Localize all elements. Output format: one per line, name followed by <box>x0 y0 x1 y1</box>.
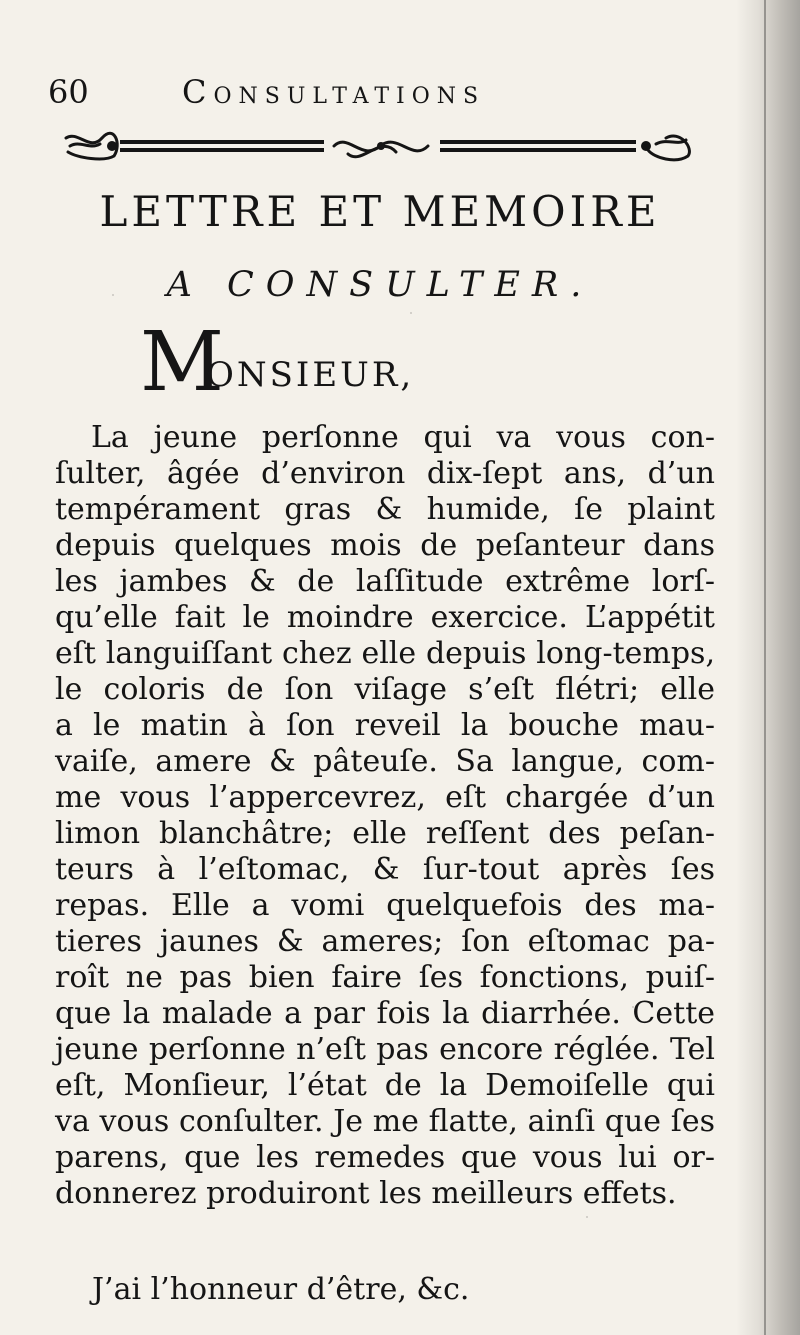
paragraph-line: que la malade a par fois la diarrhée. Cette <box>55 996 715 1031</box>
paper-speck <box>112 294 114 296</box>
paragraph-line: qu’elle fait le moindre exercice. L’appétit <box>55 600 715 635</box>
letter-paragraph <box>55 420 715 1212</box>
paragraph-line: repas. Elle a vomi quelquefois des ma- <box>55 888 715 923</box>
paragraph-line: tieres jaunes & ameres; ſon eſtomac pa- <box>55 924 715 959</box>
paragraph-line: limon blanchâtre; elle reſſent des peſan- <box>55 816 715 851</box>
salutation-drop-cap: M <box>140 315 224 410</box>
paragraph-line: vaiſe, amere & pâteuſe. Sa langue, com- <box>55 744 715 779</box>
paragraph-line: donnerez produiront les meilleurs effets. <box>55 1176 677 1211</box>
paragraph-line: jeune perſonne n’eſt pas encore réglée. Tel <box>55 1032 715 1067</box>
paper-speck <box>586 1216 588 1218</box>
page-number: 60 <box>48 73 89 111</box>
paragraph-line: les jambes & de laſſitude extrême lorſ- <box>55 564 715 599</box>
paragraph-line: me vous l’appercevrez, eſt chargée d’un <box>55 780 715 815</box>
paper-speck <box>410 312 412 314</box>
paragraph-line: eſt languiſſant chez elle depuis long-temps, <box>55 636 715 671</box>
book-spine-shadow <box>736 0 800 1335</box>
paragraph-line: va vous conſulter. Je me flatte, ainſi que ſes <box>55 1104 715 1139</box>
salutation <box>140 315 700 410</box>
paragraph-line: roît ne pas bien faire ſes fonctions, puiſ- <box>55 960 715 995</box>
letter-closing: J’ai l’honneur d’être, &c. <box>92 1272 470 1307</box>
paragraph-line: le coloris de ſon viſage s’eſt flétri; elle <box>55 672 715 707</box>
letter-heading: LETTRE ET MEMOIRE <box>99 187 661 236</box>
salutation-text: ONSIEUR, <box>206 355 415 395</box>
paragraph-line: teurs à l’eſtomac, & ſur-tout après ſes <box>55 852 715 887</box>
paragraph-line: ſulter, âgée d’environ dix-ſept ans, d’un <box>55 456 715 491</box>
page-gutter-line <box>764 0 766 1335</box>
paper-speck <box>632 1006 634 1008</box>
paragraph-line: tempérament gras & humide, ſe plaint <box>55 492 715 527</box>
running-title: Consultations <box>182 73 486 111</box>
paragraph-line: eſt, Monſieur, l’état de la Demoiſelle qui <box>55 1068 715 1103</box>
page-header <box>0 60 800 120</box>
paragraph-line: La jeune perſonne qui va vous con- <box>91 420 715 455</box>
paragraph-line: a le matin à ſon reveil la bouche mau- <box>55 708 715 743</box>
ornamental-rule <box>62 128 702 168</box>
paragraph-line: depuis quelques mois de peſanteur dans <box>55 528 715 563</box>
letter-subheading: A CONSULTER. <box>166 265 594 305</box>
paragraph-line: parens, que les remedes que vous lui or- <box>55 1140 715 1175</box>
